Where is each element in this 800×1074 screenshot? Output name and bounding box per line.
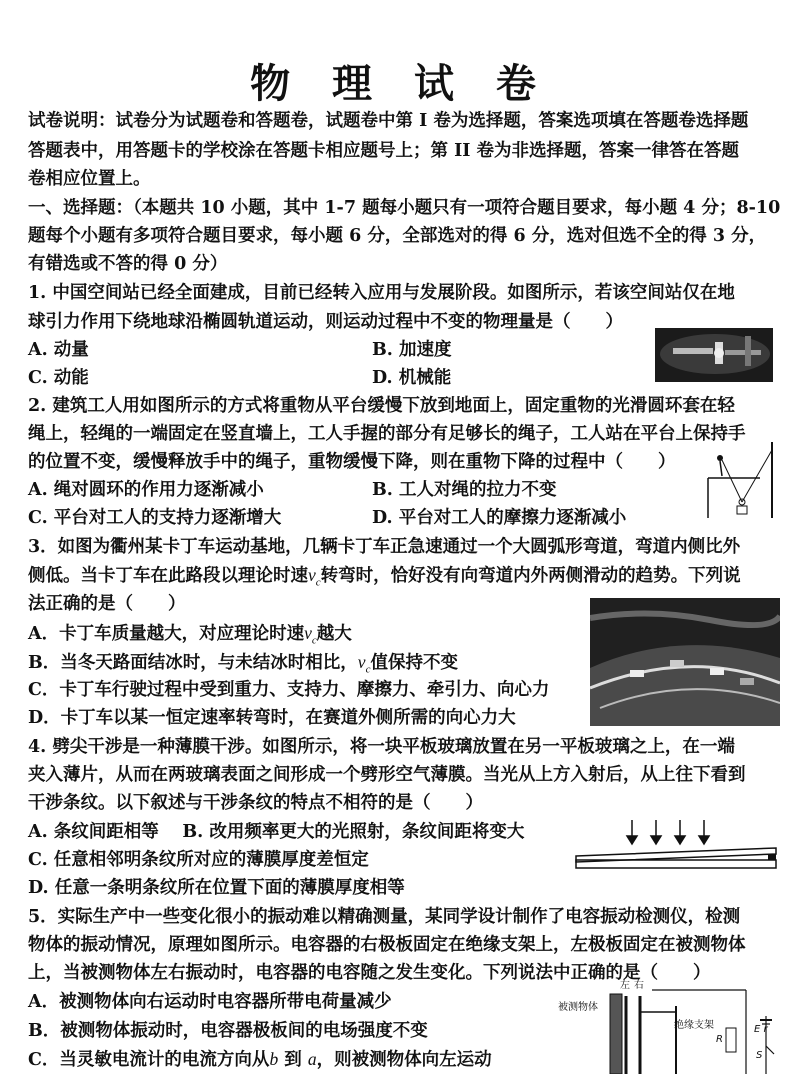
fig-label-support: 绝缘支架 — [674, 1020, 714, 1031]
q5-stem-1: 5．实际生产中一些变化很小的振动难以精确测量，某同学设计制作了电容振动检测仪，检测 — [28, 907, 741, 927]
q5-option-b: B．被测物体振动时，电容器极板间的电场强度不变 — [28, 1021, 428, 1041]
capacitor-circuit-diagram — [556, 976, 790, 1074]
fig-label-right: 右 — [634, 980, 644, 991]
q2-stem-2: 绳上，轻绳的一端固定在竖直墙上，工人手握的部分有足够长的绳子，工人站在平台上保持手 — [28, 424, 746, 444]
q4-stem-3: 干涉条纹。以下叙述与干涉条纹的特点不相符的是（ ） — [28, 793, 483, 813]
fig-label-er: E r — [754, 1024, 768, 1035]
q2-option-c: C. 平台对工人的支持力逐渐增大 — [28, 508, 282, 528]
section-line-3: 有错选或不答的得 0 分） — [28, 254, 228, 274]
q5-stem-2: 物体的振动情况，原理如图所示。电容器的右极板固定在绝缘支架上，左极板固定在被测物体 — [28, 935, 746, 955]
fig-label-r: R — [716, 1034, 723, 1045]
section-line-1: 一、选择题：（本题共 10 小题，其中 1-7 题每小题只有一项符合题目要求，每小题 4 分；8-10 — [28, 198, 781, 218]
instructions-line-1: 试卷说明：试卷分为试题卷和答题卷，试题卷中第 I 卷为选择题，答案选项填在答题卷选择题 — [28, 111, 749, 131]
q4-option-ab: A. 条纹间距相等 B. 改用频率更大的光照射，条纹间距将变大 — [28, 822, 525, 842]
instructions-line-3: 卷相应位置上。 — [28, 169, 151, 189]
q3-option-b: B．当冬天路面结冰时，与未结冰时相比，$v_c$值保持不变 — [28, 652, 458, 676]
q2-option-b: B. 工人对绳的拉力不变 — [372, 480, 557, 500]
fig-label-object: 被测物体 — [558, 1002, 598, 1013]
q2-option-a: A. 绳对圆环的作用力逐渐减小 — [28, 480, 264, 500]
q3-stem-2a: 侧低。当卡丁车在此路段以理论时速 — [28, 566, 308, 586]
page-title: 物 理 试 卷 — [250, 61, 550, 107]
q2-stem-1: 2. 建筑工人用如图所示的方式将重物从平台缓慢下放到地面上，固定重物的光滑圆环套在轻 — [28, 396, 735, 416]
q3-option-d: D．卡丁车以某一恒定速率转弯时，在赛道外侧所需的向心力大 — [28, 708, 516, 728]
q3-stem-2b: 转弯时，恰好没有向弯道内外两侧滑动的趋势。下列说 — [320, 566, 741, 586]
fig-label-left: 左 — [620, 980, 630, 991]
q1-stem-2: 球引力作用下绕地球沿椭圆轨道运动，则运动过程中不变的物理量是（ ） — [28, 312, 623, 332]
rope-pulley-diagram — [700, 440, 780, 520]
q1-option-a: A. 动量 — [28, 340, 89, 360]
q1-option-c: C. 动能 — [28, 368, 89, 388]
q4-stem-1: 4. 劈尖干涉是一种薄膜干涉。如图所示，将一块平板玻璃放置在另一平板玻璃之上，在一端 — [28, 737, 735, 757]
q2-stem-3: 的位置不变，缓慢释放手中的绳子，重物缓慢下降，则在重物下降的过程中（ ） — [28, 452, 676, 472]
instructions-line-2: 答题表中，用答题卡的学校涂在答题卡相应题号上；第 II 卷为非选择题，答案一律答在答题 — [28, 141, 740, 161]
q2-option-d: D. 平台对工人的摩擦力逐渐减小 — [372, 508, 627, 528]
q3-stem-1: 3．如图为衢州某卡丁车运动基地，几辆卡丁车正急速通过一个大圆弧形弯道，弯道内侧比外 — [28, 537, 741, 557]
q5-option-a: A．被测物体向右运动时电容器所带电荷量减少 — [28, 992, 392, 1012]
fig-label-s: S — [756, 1050, 763, 1061]
wedge-film-diagram — [572, 816, 780, 874]
q5-stem-3: 上，当被测物体左右振动时，电容器的电容随之发生变化。下列说法中正确的是（ ） — [28, 963, 711, 983]
q1-stem-1: 1. 中国空间站已经全面建成，目前已经转入应用与发展阶段。如图所示，若该空间站仅在地 — [28, 283, 735, 303]
q5-option-c: C．当灵敏电流计的电流方向从b 到 a，则被测物体向左运动 — [28, 1049, 492, 1070]
q1-option-b: B. 加速度 — [372, 340, 452, 360]
q3-stem-2 — [28, 564, 741, 594]
kart-track-photo — [590, 598, 780, 726]
q4-stem-2: 夹入薄片，从而在两玻璃表面之间形成一个劈形空气薄膜。当光从上方入射后，从上往下看到 — [28, 765, 746, 785]
q3-stem-3: 法正确的是（ ） — [28, 594, 186, 614]
q4-option-d: D. 任意一条明条纹所在位置下面的薄膜厚度相等 — [28, 878, 405, 898]
q3-option-a: A．卡丁车质量越大，对应理论时速$v_c$越大 — [28, 623, 352, 647]
space-station-photo — [655, 328, 773, 382]
q3-option-c: C．卡丁车行驶过程中受到重力、支持力、摩擦力、牵引力、向心力 — [28, 680, 550, 700]
section-line-2: 题每个小题有多项符合题目要求，每小题 6 分，全部选对的得 6 分，选对但选不全的得 3 分， — [28, 226, 767, 246]
q4-option-c: C. 任意相邻明条纹所对应的薄膜厚度差恒定 — [28, 850, 369, 870]
q3-vc-symbol: $v_c$ — [308, 565, 321, 589]
q1-option-d: D. 机械能 — [372, 368, 452, 388]
